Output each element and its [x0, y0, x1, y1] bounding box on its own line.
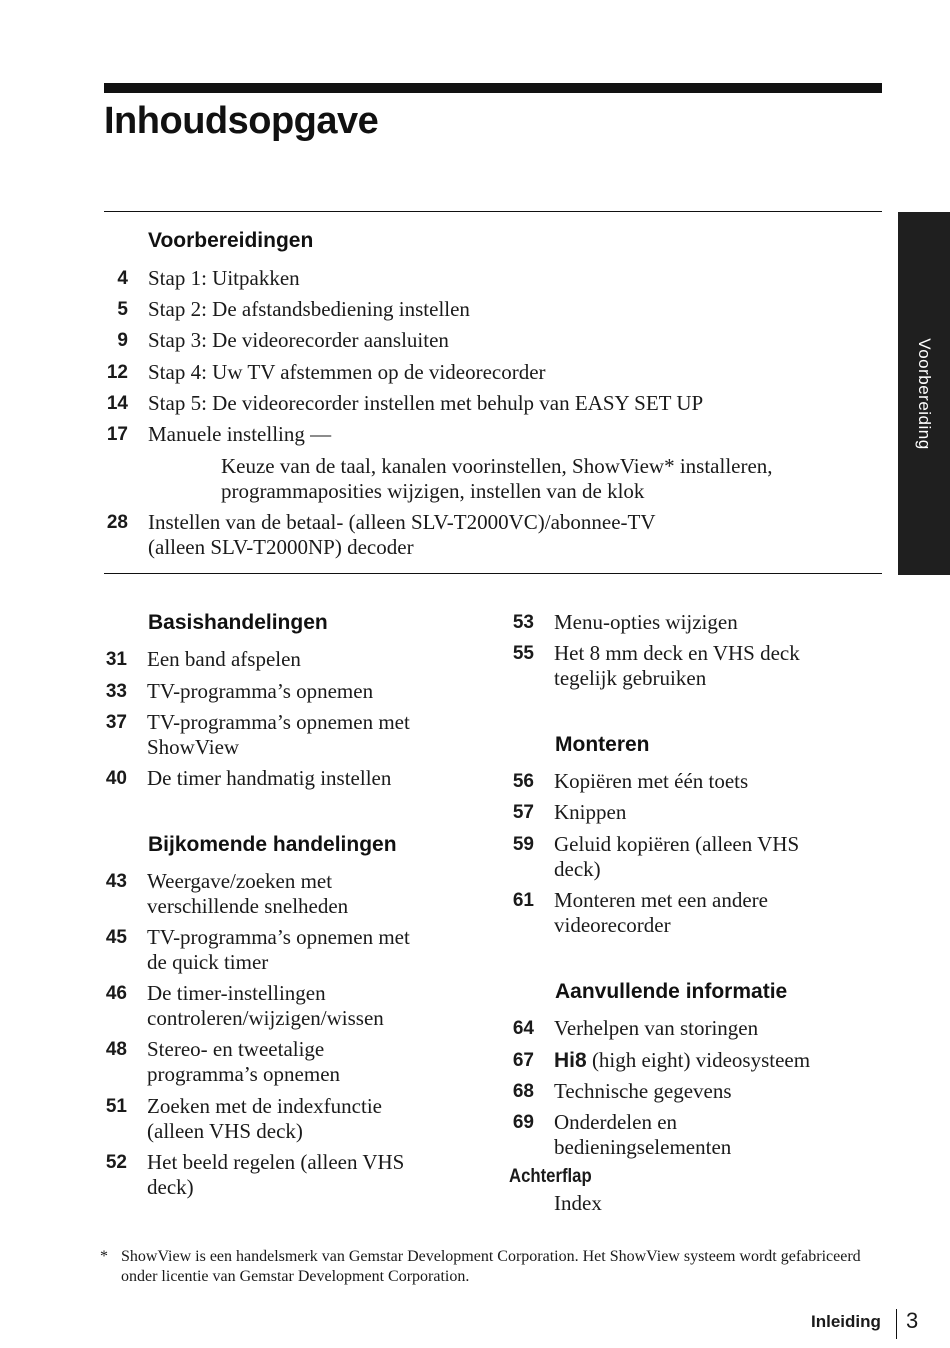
- entry-page: 69: [512, 1112, 534, 1133]
- side-tab: [898, 212, 950, 575]
- entry-page: 37: [105, 712, 127, 733]
- entry-page: 4: [117, 268, 128, 289]
- entry-page: 28: [106, 512, 128, 533]
- entry-title-continued: programma’s opnemen: [147, 1062, 341, 1086]
- hi8-logo: Hi8: [554, 1049, 587, 1072]
- entry-title-continued: deck): [147, 1175, 194, 1199]
- entry-title: Stap 4: Uw TV afstemmen op de videorecorder: [148, 360, 546, 384]
- entry-subtext: programmaposities wijzigen, instellen van de klok: [221, 479, 645, 503]
- entry-page: 9: [117, 330, 128, 351]
- entry-title-continued: ShowView: [147, 735, 240, 759]
- entry-page: 12: [106, 362, 128, 383]
- entry-title: TV-programma’s opnemen: [147, 679, 374, 703]
- entry-title-continued: bedieningselementen: [554, 1135, 732, 1159]
- entry-title: Stap 3: De videorecorder aansluiten: [148, 328, 449, 352]
- entry-page: 59: [512, 834, 534, 855]
- side-tab-label: Voorbereiding: [915, 337, 934, 450]
- entry-title-continued: tegelijk gebruiken: [554, 666, 707, 690]
- entry-title: Kopiëren met één toets: [554, 769, 749, 793]
- entry-title: Geluid kopiëren (alleen VHS: [554, 832, 800, 856]
- entry-page: 67: [512, 1050, 534, 1071]
- entry-title: TV-programma’s opnemen met: [147, 925, 410, 949]
- page-number: 3: [906, 1308, 919, 1333]
- entry-title-line: [554, 1048, 810, 1073]
- entry-title: Een band afspelen: [147, 647, 301, 671]
- entry-title: Onderdelen en: [554, 1110, 678, 1134]
- entry-page: 52: [105, 1152, 127, 1173]
- entry-title: Zoeken met de indexfunctie: [147, 1094, 382, 1118]
- entry-page: 31: [105, 649, 127, 670]
- entry-page: 14: [106, 393, 128, 414]
- entry-page: 57: [512, 802, 534, 823]
- entry-title-continued: (alleen SLV-T2000NP) decoder: [148, 535, 414, 559]
- entry-title: Monteren met een andere: [554, 888, 768, 912]
- footer-divider: [896, 1309, 897, 1339]
- heading-preparation: Voorbereidingen: [148, 229, 314, 252]
- entry-title: Technische gegevens: [554, 1079, 732, 1103]
- entry-page: 5: [117, 299, 128, 320]
- entry-title: Stap 2: De afstandsbediening instellen: [148, 297, 470, 321]
- entry-title-continued: deck): [554, 857, 601, 881]
- entry-page: 43: [105, 871, 127, 892]
- entry-title: Het 8 mm deck en VHS deck: [554, 641, 800, 665]
- entry-page: 33: [105, 681, 127, 702]
- heading-additional: Bijkomende handelingen: [148, 833, 397, 856]
- entry-title: Stap 5: De videorecorder instellen met behulp van EASY SET UP: [148, 391, 704, 415]
- entry-title-continued: (alleen VHS deck): [147, 1119, 303, 1143]
- entry-title: Instellen van de betaal- (alleen SLV-T2000VC)/abonnee-TV: [148, 510, 656, 534]
- footnote-marker: *: [100, 1248, 108, 1265]
- entry-page: 53: [512, 612, 534, 633]
- entry-title: Weergave/zoeken met: [147, 869, 333, 893]
- heading-basic: Basishandelingen: [148, 611, 328, 634]
- entry-page: 40: [105, 768, 127, 789]
- entry-title: TV-programma’s opnemen met: [147, 710, 410, 734]
- top-rule: [104, 83, 882, 93]
- entry-title-continued: de quick timer: [147, 950, 269, 974]
- entry-page: 51: [105, 1096, 127, 1117]
- heading-info: Aanvullende informatie: [555, 980, 788, 1003]
- entry-title: De timer handmatig instellen: [147, 766, 392, 790]
- entry-title: Knippen: [554, 800, 627, 824]
- entry-page: 55: [512, 643, 534, 664]
- entry-page: 64: [512, 1018, 534, 1039]
- heading-editing: Monteren: [555, 733, 650, 756]
- entry-page: 56: [512, 771, 534, 792]
- entry-title-continued: verschillende snelheden: [147, 894, 349, 918]
- entry-title: Het beeld regelen (alleen VHS: [147, 1150, 405, 1174]
- entry-title: Verhelpen van storingen: [554, 1016, 759, 1040]
- entry-title: Stereo- en tweetalige: [147, 1037, 325, 1061]
- entry-title: (high eight) videosysteem: [591, 1048, 811, 1072]
- entry-page: 45: [105, 927, 127, 948]
- back-cover-item: Index: [554, 1191, 602, 1215]
- back-cover-label: Achterflap: [509, 1166, 592, 1187]
- entry-title: De timer-instellingen: [147, 981, 326, 1005]
- entry-page: 68: [512, 1081, 534, 1102]
- entry-subtext: Keuze van de taal, kanalen voorinstellen, ShowView* installeren,: [221, 454, 773, 478]
- entry-title: Menu-opties wijzigen: [554, 610, 738, 634]
- footer-section-label: Inleiding: [811, 1312, 881, 1331]
- entry-page: 61: [512, 890, 534, 911]
- entry-title-continued: controleren/wijzigen/wissen: [147, 1006, 384, 1030]
- section-divider-top: [104, 211, 882, 212]
- section-divider-bottom: [104, 573, 882, 574]
- entry-page: 17: [106, 424, 128, 445]
- entry-title: Manuele instelling —: [148, 422, 332, 446]
- entry-title: Stap 1: Uitpakken: [148, 266, 300, 290]
- entry-page: 46: [105, 983, 127, 1004]
- entry-title-continued: videorecorder: [554, 913, 671, 937]
- page-title: Inhoudsopgave: [104, 100, 379, 142]
- entry-page: 48: [105, 1039, 127, 1060]
- footnote-text: ShowView is een handelsmerk van Gemstar Development Corporation. Het ShowView systeem wordt gefabriceerd onder licentie van Gemstar Development Corporation.: [121, 1248, 861, 1285]
